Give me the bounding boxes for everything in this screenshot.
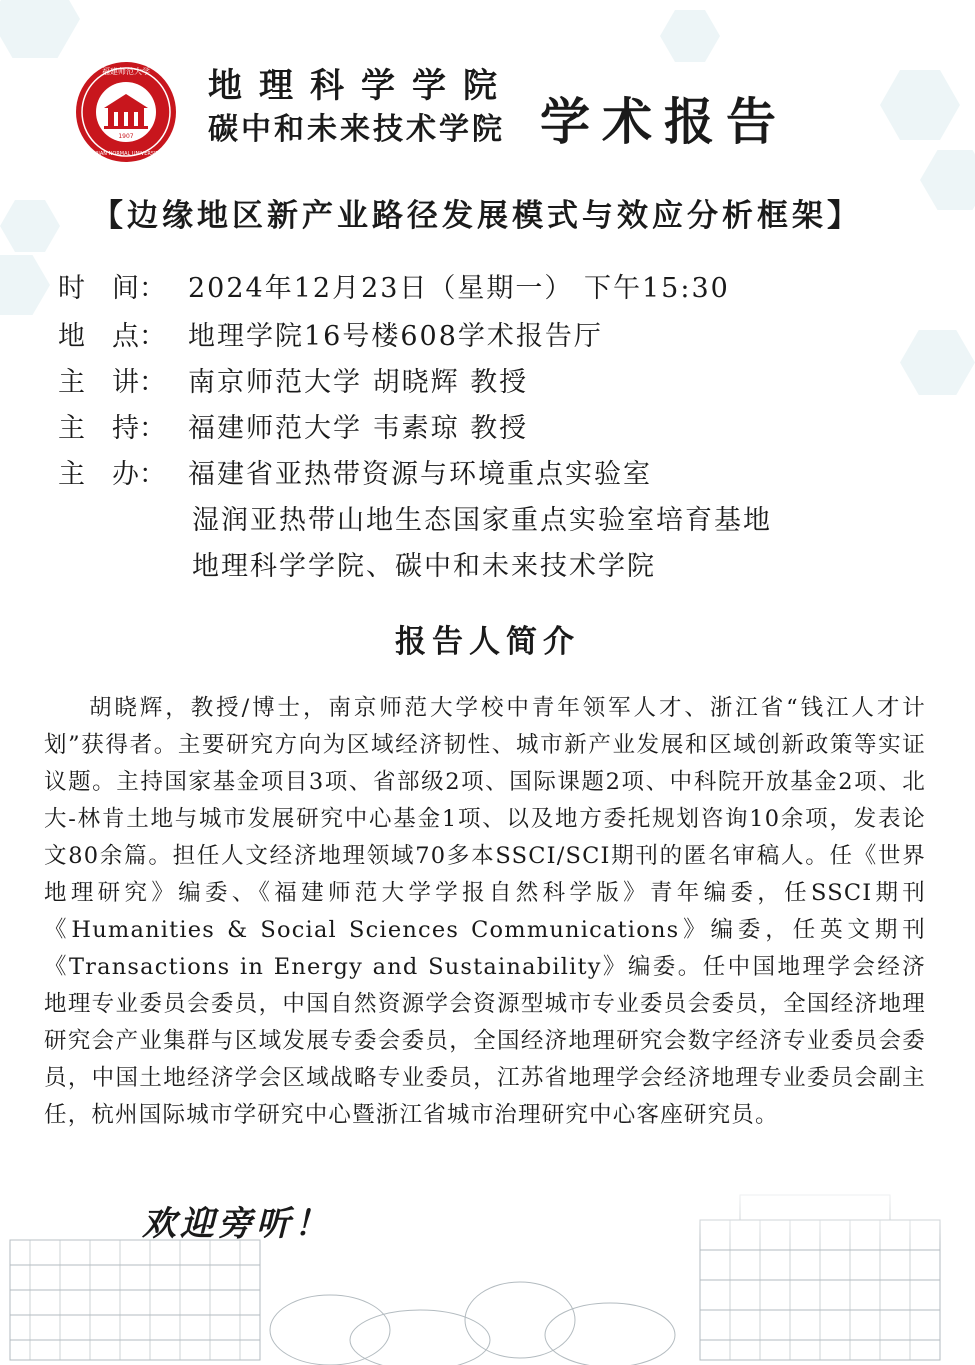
- report-title: 学术报告: [540, 92, 788, 151]
- hexagon-decoration: [0, 200, 60, 252]
- report-topic: 【边缘地区新产业路径发展模式与效应分析框架】: [92, 198, 862, 234]
- logo-year: 1907: [118, 133, 134, 140]
- speaker-bio: 胡晓辉，教授/博士，南京师范大学校中青年领军人才、浙江省“钱江人才计划”获得者。主要研究方向为区域经济韧性、城市新产业发展和区域创新政策等实证议题。主持国家基金项目3项、省部级2项、国际课题2项、中科院开放基金2项、北大-林肯土地与城市发展研究中心基金1项、以及地方委托规划咨询10余项，发表论文80余篇。担任人文经济地理领域70多本SSCI/SCI期刊的匿名审稿人。任《世界地理研究》编委、《福建师范大学学报自然科学版》青年编委，任SSCI期刊《Humanities & Social Sciences Communications》编委，任英文期刊《Transactions in Energy and Sustainability》编委。任中国地理学会经济地理专业委员会委员，中国自然资源学会资源型城市专业委员会委员，全国经济地理研究会产业集群与区域发展专委会委员，全国经济地理研究会数字经济专业委员会委员，中国土地经济学会区域战略专业委员，江苏省地理学会经济地理专业委员会副主任，杭州国际城市学研究中心暨浙江省城市治理研究中心客座研究员。: [44, 695, 926, 1128]
- college-name-1: 地理科学学院: [208, 66, 514, 106]
- organizer-extra-1: 湿润亚热带山地生态国家重点实验室培育基地: [192, 505, 772, 536]
- logo-ring-text: 福建师范大学: [102, 67, 150, 76]
- info-value: 福建师范大学 韦素琼 教授: [188, 413, 529, 444]
- info-label: 主 办：: [58, 459, 166, 490]
- info-row-speaker: [58, 360, 528, 399]
- info-label: 主 持：: [58, 413, 166, 444]
- hexagon-decoration: [0, 255, 50, 315]
- info-label: 地 点：: [58, 321, 166, 352]
- hexagon-decoration: [920, 150, 975, 210]
- info-label: 主 讲：: [58, 367, 166, 398]
- bio-heading: 报告人简介: [395, 624, 580, 660]
- organizer-extra-2: 地理科学学院、碳中和未来技术学院: [192, 551, 656, 582]
- info-value: 地理学院16号楼608学术报告厅: [188, 321, 603, 352]
- info-row-organizer: [58, 452, 652, 491]
- hexagon-decoration: [660, 10, 720, 62]
- info-value: 福建省亚热带资源与环境重点实验室: [188, 459, 652, 490]
- info-row-place: [58, 314, 603, 353]
- info-row-time: [58, 266, 730, 305]
- logo-ring-text-en: FUJIAN NORMAL UNIVERSITY: [90, 151, 162, 157]
- university-logo: [74, 60, 178, 164]
- welcome-text: 欢迎旁听！: [142, 1204, 332, 1244]
- hexagon-decoration: [880, 70, 960, 140]
- hexagon-decoration: [0, 0, 80, 58]
- hexagon-decoration: [900, 330, 975, 395]
- college-name-2: 碳中和未来技术学院: [208, 112, 505, 147]
- info-value: 2024年12月23日（星期一） 下午15:30: [188, 273, 730, 304]
- info-value: 南京师范大学 胡晓辉 教授: [188, 367, 529, 398]
- info-row-host: [58, 406, 528, 445]
- info-label: 时 间：: [58, 273, 166, 304]
